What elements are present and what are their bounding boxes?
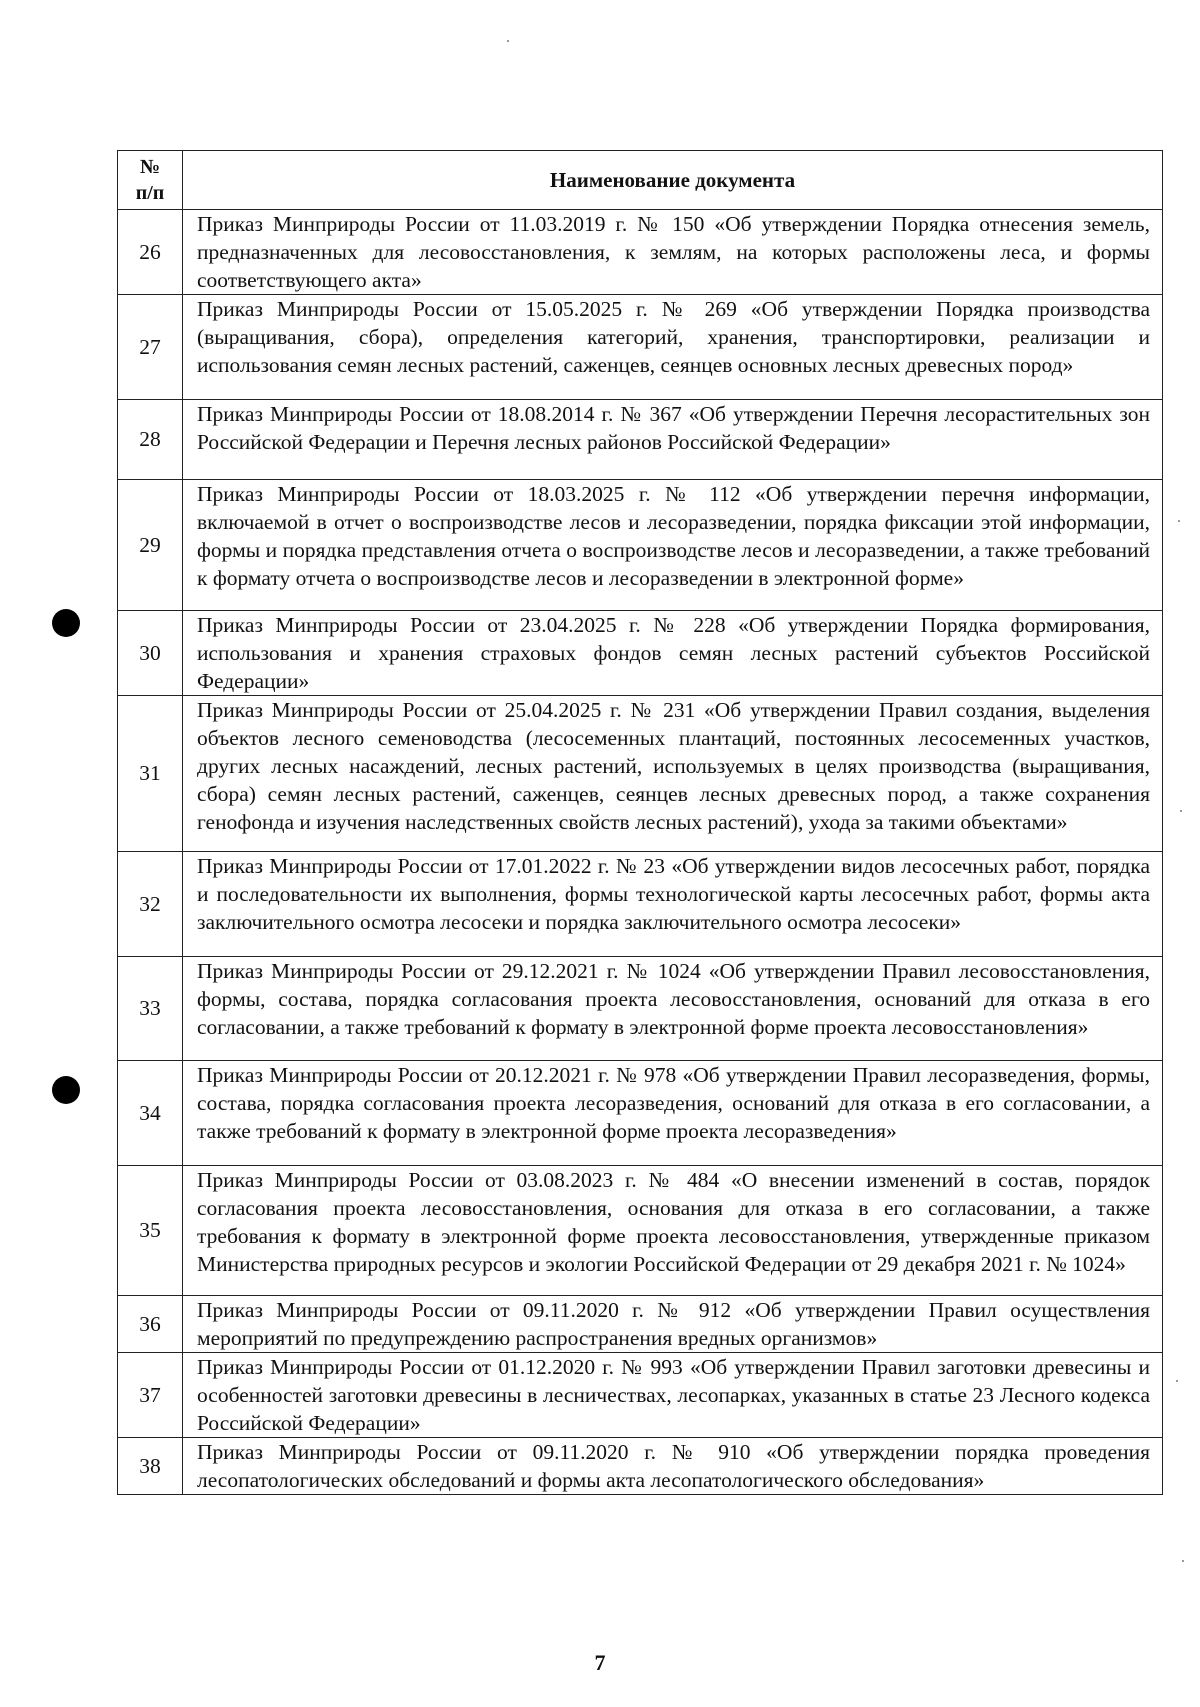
scan-speck: [1178, 520, 1180, 522]
document-name: Приказ Минприроды России от 01.12.2020 г. № 993 «Об утверждении Правил заготовки древесины и особенностей заготовки древесины в лесничествах, лесопарках, указанных в статье 23 Лесного кодекса Российской Федерации»: [183, 1353, 1163, 1438]
document-name-column-header: Наименование документа: [183, 151, 1163, 210]
row-number: 37: [118, 1353, 183, 1438]
table-row: [118, 1061, 1163, 1166]
table-body: [118, 210, 1163, 1495]
scan-speck: [1182, 1560, 1184, 1562]
table-row: [118, 852, 1163, 957]
table-row: [118, 957, 1163, 1061]
row-number: 38: [118, 1438, 183, 1495]
number-column-header: [118, 151, 183, 210]
scan-speck: [507, 40, 509, 42]
scan-speck: [1180, 810, 1182, 812]
document-name: Приказ Минприроды России от 29.12.2021 г. № 1024 «Об утверждении Правил лесовосстановления, формы, состава, порядка согласования проекта лесовосстановления, оснований для отказа в его согласовании, а также требований к формату в электронной форме проекта лесовосстановления»: [183, 957, 1163, 1061]
table-row: [118, 1166, 1163, 1296]
document-name: Приказ Минприроды России от 15.05.2025 г. № 269 «Об утверждении Порядка производства (выращивания, сбора), определения категорий, хранения, транспортировки, реализации и использования семян лесных растений, саженцев, сеянцев основных лесных древесных пород»: [183, 295, 1163, 400]
table-row: [118, 1296, 1163, 1353]
document-name: Приказ Минприроды России от 18.03.2025 г. № 112 «Об утверждении перечня информации, включаемой в отчет о воспроизводстве лесов и лесоразведении, порядка фиксации этой информации, формы и порядка представления отчета о воспроизводстве лесов и лесоразведении, а также требований к формату отчета о воспроизводстве лесов и лесоразведении в электронной форме»: [183, 480, 1163, 611]
scan-speck: [1176, 1380, 1178, 1382]
document-name: Приказ Минприроды России от 09.11.2020 г. № 912 «Об утверждении Правил осуществления мероприятий по предупреждению распространения вредных организмов»: [183, 1296, 1163, 1353]
row-number: 27: [118, 295, 183, 400]
document-name: Приказ Минприроды России от 20.12.2021 г. № 978 «Об утверждении Правил лесоразведения, формы, состава, порядка согласования проекта лесоразведения, оснований для отказа в его согласовании, а также требований к формату в электронной форме проекта лесоразведения»: [183, 1061, 1163, 1166]
page-number: 7: [594, 1650, 606, 1675]
row-number: 35: [118, 1166, 183, 1296]
table-header-row: [118, 151, 1163, 210]
document-name: Приказ Минприроды России от 09.11.2020 г. № 910 «Об утверждении порядка проведения лесопатологических обследований и формы акта лесопатологического обследования»: [183, 1438, 1163, 1495]
row-number: 34: [118, 1061, 183, 1166]
row-number: 32: [118, 852, 183, 957]
table-row: [118, 295, 1163, 400]
row-number: 28: [118, 400, 183, 480]
table-row: [118, 400, 1163, 480]
table-row: [118, 480, 1163, 611]
documents-table: [117, 150, 1163, 1495]
table-row: [118, 696, 1163, 852]
row-number: 36: [118, 1296, 183, 1353]
table-row: [118, 1438, 1163, 1495]
punch-hole-mark: [52, 609, 80, 637]
row-number: 31: [118, 696, 183, 852]
row-number: 30: [118, 611, 183, 696]
document-name: Приказ Минприроды России от 25.04.2025 г. № 231 «Об утверждении Правил создания, выделения объектов лесного семеноводства (лесосеменных плантаций, постоянных лесосеменных участков, других лесных насаждений, лесных растений, используемых в целях производства (выращивания, сбора) семян лесных растений, саженцев, сеянцев лесных древесных пород, а также сохранения генофонда и изучения наследственных свойств лесных растений), ухода за такими объектами»: [183, 696, 1163, 852]
document-name: Приказ Минприроды России от 11.03.2019 г. № 150 «Об утверждении Порядка отнесения земель, предназначенных для лесовосстановления, к землям, на которых расположены леса, и формы соответствующего акта»: [183, 210, 1163, 295]
document-name: Приказ Минприроды России от 17.01.2022 г. № 23 «Об утверждении видов лесосечных работ, порядка и последовательности их выполнения, формы технологической карты лесосечных работ, формы акта заключительного осмотра лесосеки и порядка заключительного осмотра лесосеки»: [183, 852, 1163, 957]
row-number: 26: [118, 210, 183, 295]
document-name: Приказ Минприроды России от 23.04.2025 г. № 228 «Об утверждении Порядка формирования, использования и хранения страховых фондов семян лесных растений субъектов Российской Федерации»: [183, 611, 1163, 696]
number-header-symbol: №: [139, 156, 161, 178]
row-number: 33: [118, 957, 183, 1061]
document-name: Приказ Минприроды России от 18.08.2014 г. № 367 «Об утверждении Перечня лесорастительных зон Российской Федерации и Перечня лесных районов Российской Федерации»: [183, 400, 1163, 480]
table-row: [118, 210, 1163, 295]
number-header-abbrev: п/п: [135, 182, 165, 204]
punch-hole-mark: [52, 1076, 80, 1104]
table-row: [118, 611, 1163, 696]
table-row: [118, 1353, 1163, 1438]
document-name: Приказ Минприроды России от 03.08.2023 г. № 484 «О внесении изменений в состав, порядок согласования проекта лесовосстановления, основания для отказа в его согласовании, а также требования к формату в электронной форме проекта лесовосстановления, утвержденные приказом Министерства природных ресурсов и экологии Российской Федерации от 29 декабря 2021 г. № 1024»: [183, 1166, 1163, 1296]
row-number: 29: [118, 480, 183, 611]
